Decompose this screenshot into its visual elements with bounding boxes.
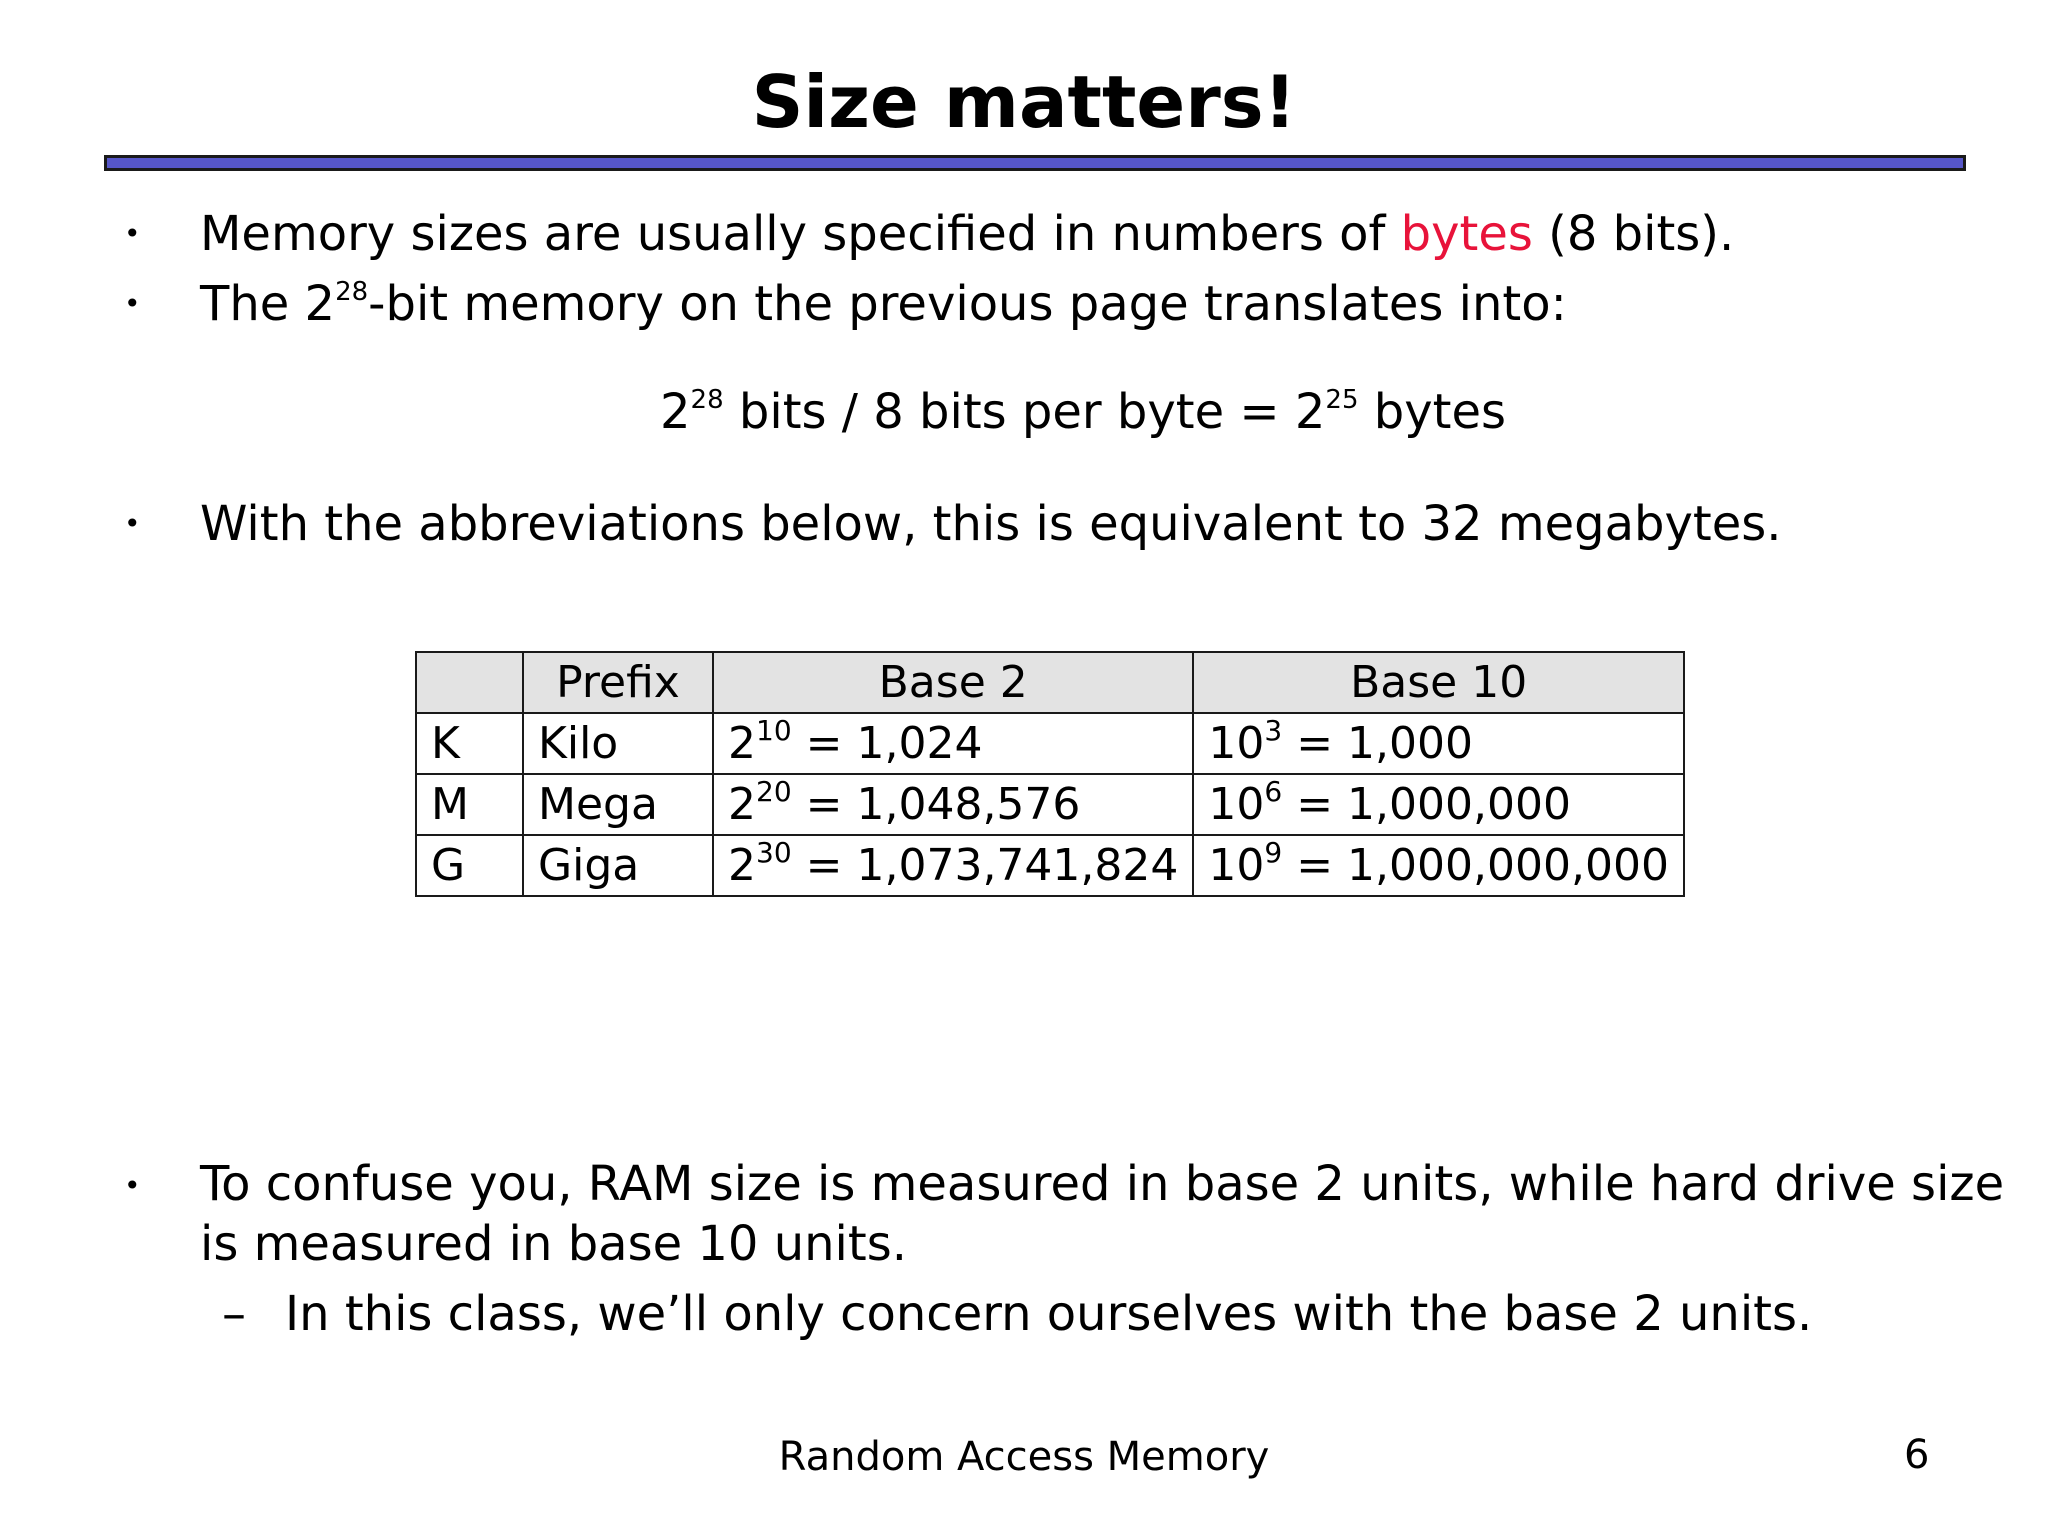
bullet-1-marker: •	[124, 217, 141, 250]
table-row	[416, 835, 1684, 896]
title-underline-bar	[104, 155, 1966, 171]
sub-bullet-dash: –	[222, 1286, 246, 1342]
prefix-cell: Giga	[523, 835, 713, 896]
bullet-3-text: With the abbreviations below, this is equivalent to 32 megabytes.	[200, 496, 1782, 552]
prefix-cell: Kilo	[523, 713, 713, 774]
header-cell-prefix: Prefix	[523, 652, 713, 713]
bullet-2-marker: •	[124, 287, 141, 320]
footer-title: Random Access Memory	[778, 1434, 1270, 1480]
table-header-row	[416, 652, 1684, 713]
bullet-3-marker: •	[124, 507, 141, 540]
page-number: 6	[1904, 1432, 1930, 1478]
bullet-4-line-2: is measured in base 10 units.	[200, 1216, 907, 1272]
header-cell-base10: Base 10	[1193, 652, 1684, 713]
conversion-equation: $2^{28}$ bits / 8 bits per byte = $2^{25}$ bytes	[660, 384, 1506, 440]
base2-cell: $2^{30} = 1,073,741,824$	[713, 835, 1193, 896]
bullet-1-text: Memory sizes are usually specified in numbers of bytes (8 bits).	[200, 206, 1735, 262]
abbr-cell: K	[416, 713, 523, 774]
base2-cell: $2^{20} = 1,048,576$	[713, 774, 1193, 835]
abbr-cell: G	[416, 835, 523, 896]
base2-cell: $2^{10} = 1,024$	[713, 713, 1193, 774]
bullet-4-marker: •	[124, 1169, 141, 1202]
bullet-4-line-1: To confuse you, RAM size is measured in base 2 units, while hard drive size	[200, 1156, 2005, 1212]
prefix-table	[415, 651, 1685, 897]
bullet-2-text: The $2^{28}$-bit memory on the previous page translates into:	[200, 276, 1567, 332]
header-cell-base2: Base 2	[713, 652, 1193, 713]
header-cell-abbr	[416, 652, 523, 713]
abbr-cell: M	[416, 774, 523, 835]
base10-cell: $10^9 = 1,000,000,000$	[1193, 835, 1684, 896]
table-row	[416, 713, 1684, 774]
base10-cell: $10^3 = 1,000$	[1193, 713, 1684, 774]
slide-title: Size matters!	[751, 60, 1297, 144]
table-row	[416, 774, 1684, 835]
sub-bullet-text: In this class, we’ll only concern ourselves with the base 2 units.	[285, 1286, 1813, 1342]
base10-cell: $10^6 = 1,000,000$	[1193, 774, 1684, 835]
bytes-highlight: bytes	[1400, 206, 1533, 262]
prefix-cell: Mega	[523, 774, 713, 835]
